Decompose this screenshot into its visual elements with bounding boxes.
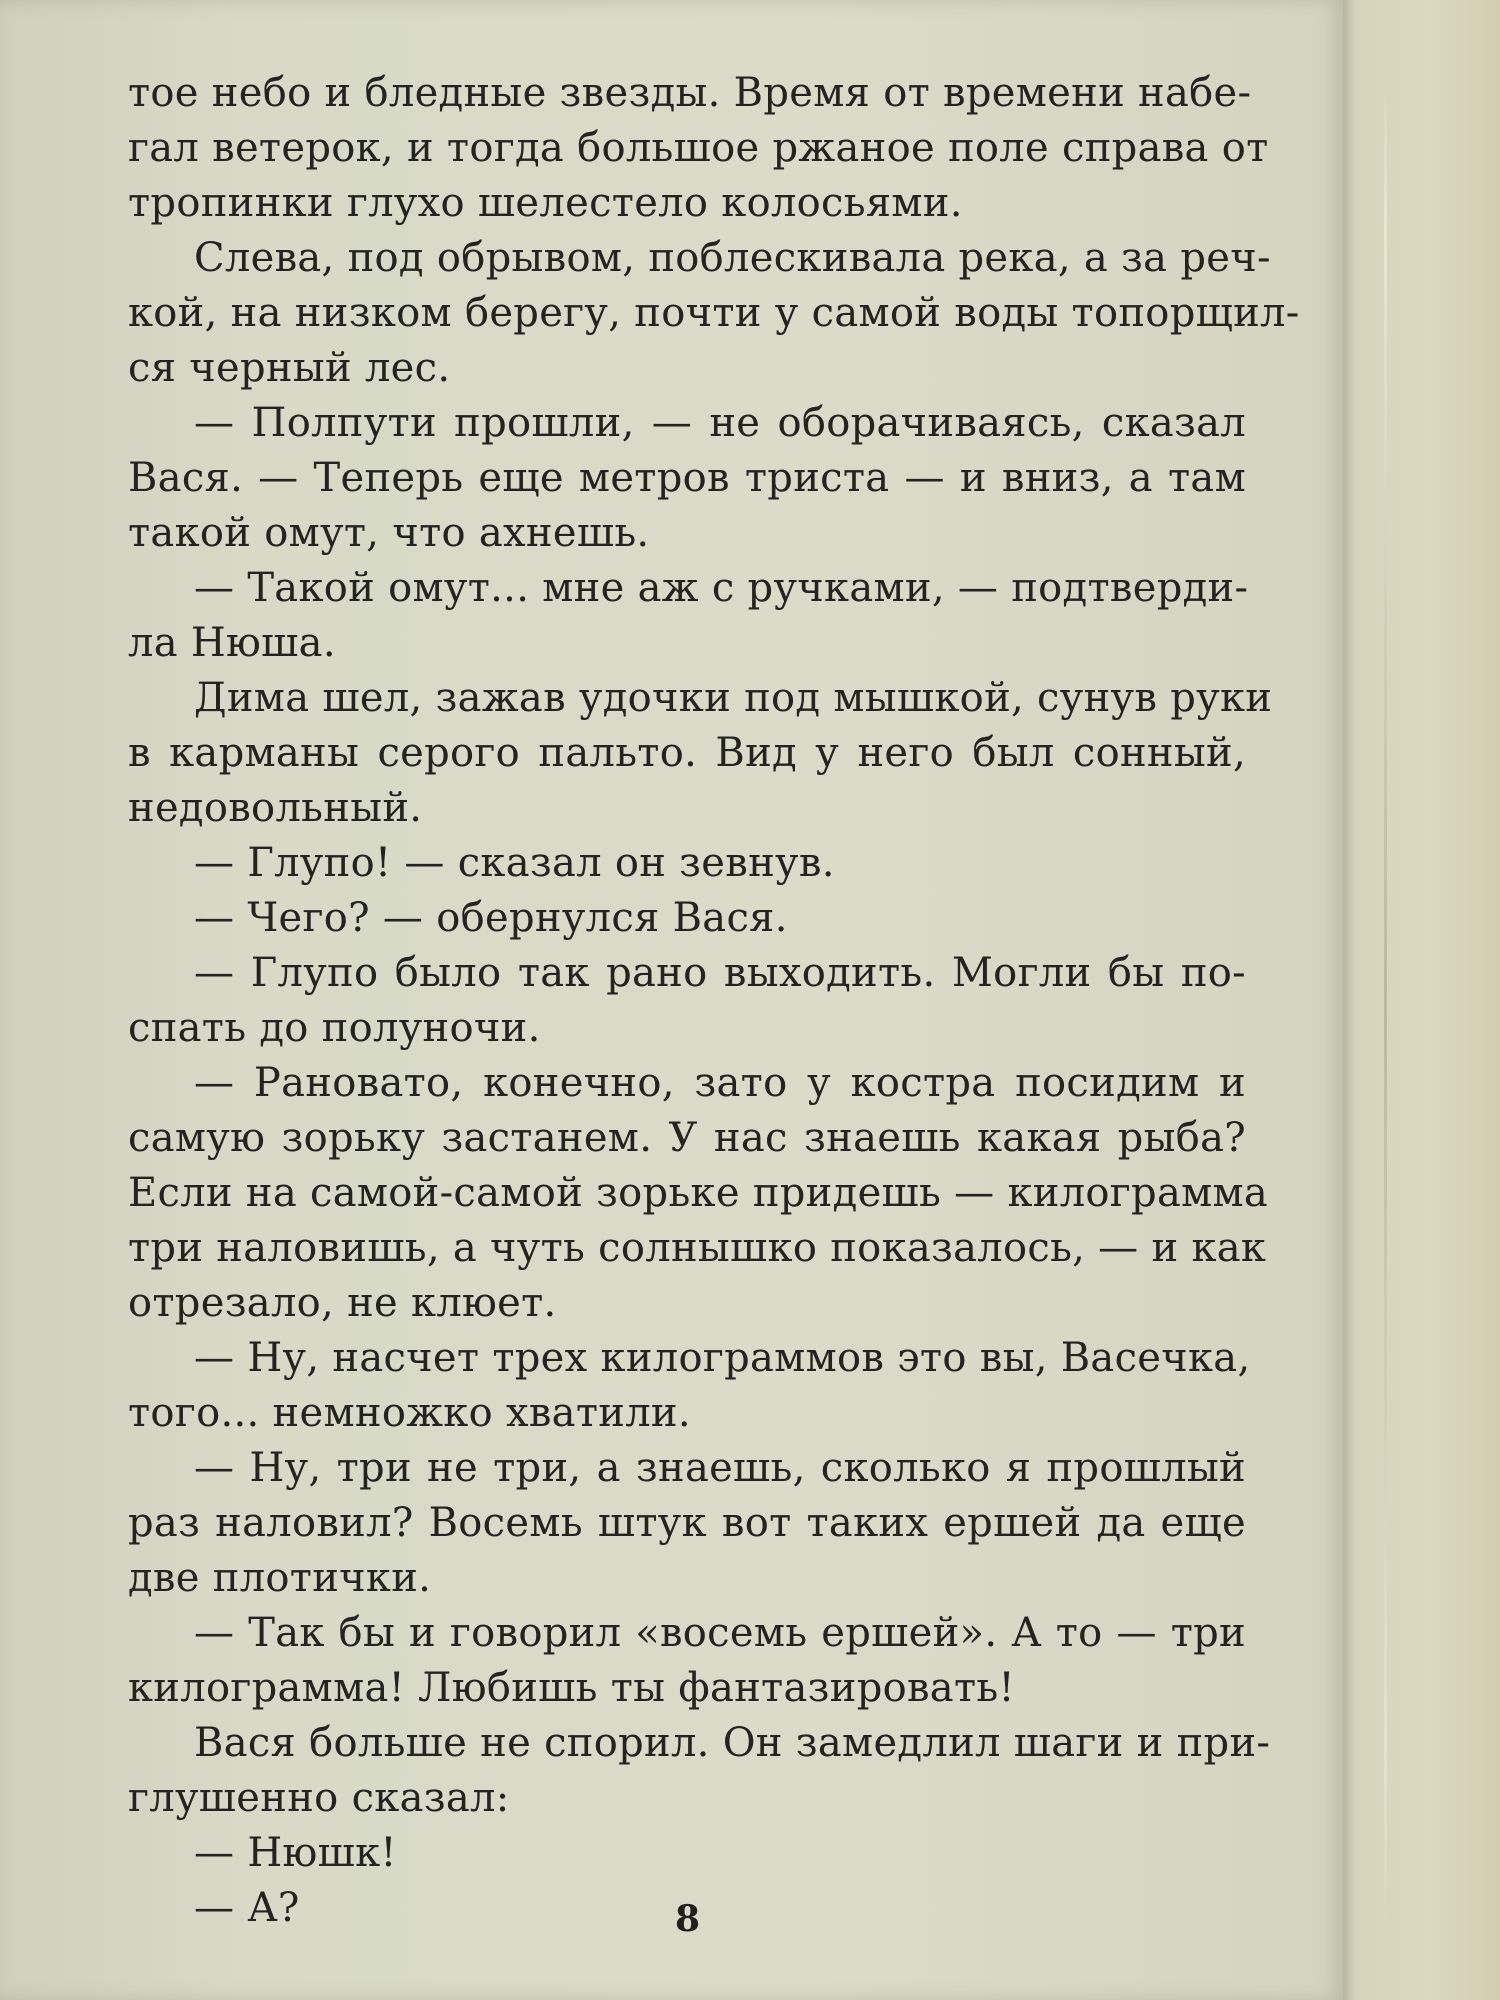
text-line: ся черный лес. [128,345,451,391]
text-line: — Нюшк! [194,1830,397,1876]
text-line: две плотички. [128,1555,432,1601]
text-line: Дима шел, зажав удочки под мышкой, сунув руки [194,675,1273,721]
text-line: — Рановато, конечно, зато у костра посидим и [194,1060,1246,1106]
page-edge [1343,0,1500,2000]
text-line: тропинки глухо шелестело колосьями. [128,180,963,226]
text-line: глушенно сказал: [128,1775,510,1821]
page-text [128,66,1300,1936]
text-line: такой омут, что ахнешь. [128,510,650,556]
text-line: отрезало, не клюет. [128,1280,557,1326]
text-line: — Чего? — обернулся Вася. [194,895,788,941]
text-line: три наловишь, а чуть солнышко показалось, — и как [128,1225,1267,1271]
text-line: кой, на низком берегу, почти у самой воды топорщил- [128,290,1300,336]
text-line: — Глупо было так рано выходить. Могли бы по- [194,950,1246,996]
text-line: — Ну, три не три, а знаешь, сколько я прошлый [194,1445,1246,1491]
text-line: — Так бы и говорил «восемь ершей». А то — три [194,1610,1246,1656]
text-line: недовольный. [128,785,423,831]
text-line: — А? [194,1885,300,1931]
text-line: Если на самой-самой зорьке придешь — килограмма [128,1170,1269,1216]
text-line: — Такой омут... мне аж с ручками, — подтверди- [194,565,1249,611]
text-line: — Ну, насчет трех килограммов это вы, Васечка, [194,1335,1251,1381]
text-line: спать до полуночи. [128,1005,541,1051]
text-line: раз наловил? Восемь штук вот таких ершей да еще [128,1500,1246,1546]
page-number: 8 [674,1898,701,1940]
text-line: гал ветерок, и тогда большое ржаное поле справа от [128,125,1269,171]
text-line: в карманы серого пальто. Вид у него был сонный, [128,730,1246,776]
text-line: ла Нюша. [128,620,336,666]
text-line: — Полпути прошли, — не оборачиваясь, сказал [194,400,1246,446]
text-line: самую зорьку застанем. У нас знаешь какая рыба? [128,1115,1246,1161]
page-fold-line [1384,80,1387,1930]
text-line: Вася больше не спорил. Он замедлил шаги и при- [194,1720,1271,1766]
text-line: того... немножко хватили. [128,1390,691,1436]
text-line: Слева, под обрывом, поблескивала река, а за реч- [194,235,1271,281]
text-line: килограмма! Любишь ты фантазировать! [128,1665,1015,1711]
text-line: — Глупо! — сказал он зевнув. [194,840,835,886]
text-line: тое небо и бледные звезды. Время от времени набе- [128,70,1252,116]
text-line: Вася. — Теперь еще метров триста — и вниз, а там [128,455,1246,501]
